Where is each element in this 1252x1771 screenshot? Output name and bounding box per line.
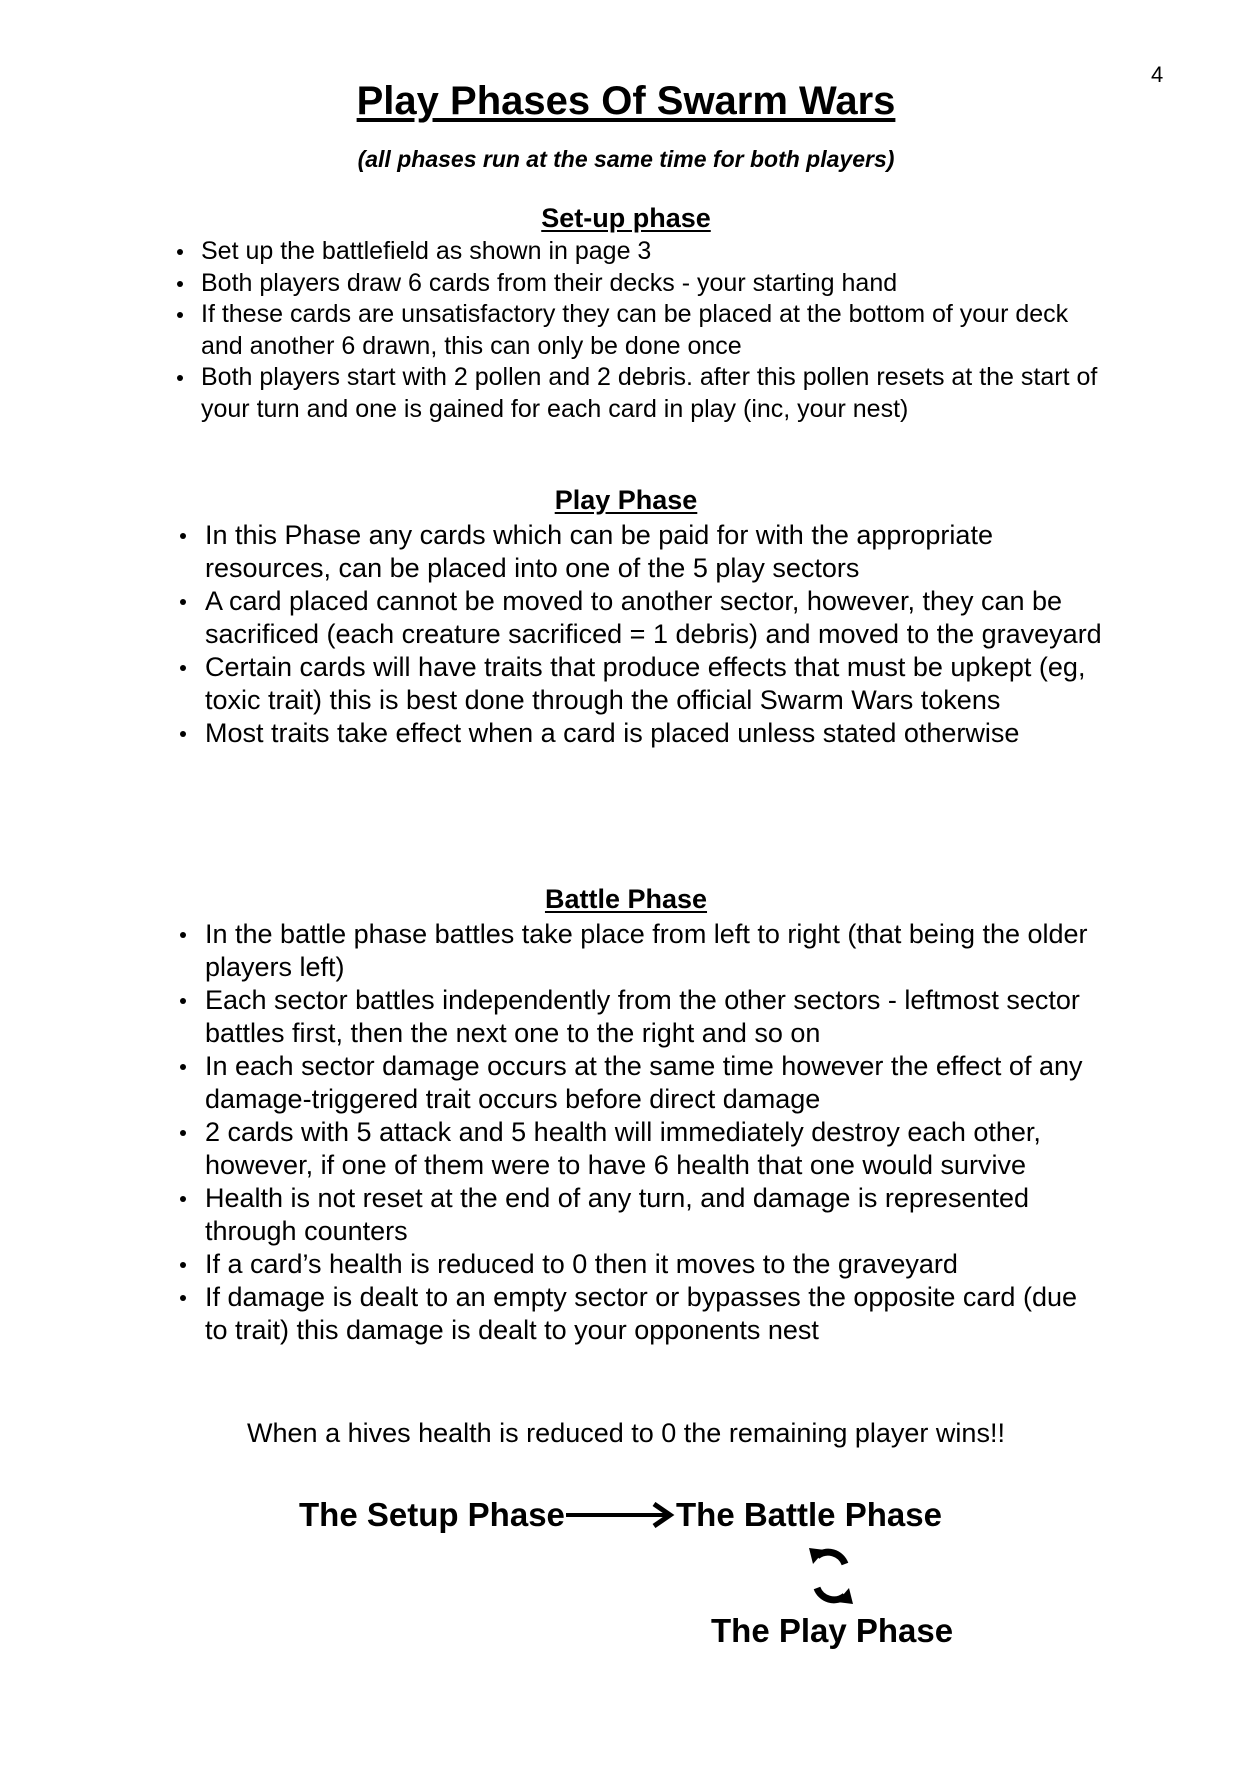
- list-item: In this Phase any cards which can be paid for with the appropriate resources, can be placed into one of the 5 play sectors: [205, 519, 1105, 585]
- battle-phase-heading: Battle Phase: [544, 884, 708, 914]
- right-arrow-icon: [566, 1502, 678, 1528]
- list-item: In each sector damage occurs at the same time however the effect of any damage-triggered trait occurs before direct damage: [205, 1050, 1105, 1116]
- list-item: If a card’s health is reduced to 0 then it moves to the graveyard: [205, 1248, 1105, 1281]
- list-item: Most traits take effect when a card is placed unless stated otherwise: [205, 717, 1105, 750]
- setup-phase-list: [201, 236, 1101, 425]
- win-condition: When a hives health is reduced to 0 the remaining player wins!!: [247, 1418, 1005, 1448]
- play-phase-list: [205, 519, 1105, 750]
- list-item: Both players start with 2 pollen and 2 debris. after this pollen resets at the start of your turn and one is gained for each card in play (inc, your nest): [201, 362, 1101, 425]
- list-item: 2 cards with 5 attack and 5 health will immediately destroy each other, however, if one of them were to have 6 health that one would survive: [205, 1116, 1105, 1182]
- cycle-battle-label: The Battle Phase: [676, 1496, 942, 1533]
- list-item: In the battle phase battles take place from left to right (that being the older players left): [205, 918, 1105, 984]
- page-number: 4: [1151, 62, 1164, 87]
- play-phase-heading: Play Phase: [554, 485, 698, 515]
- list-item: Certain cards will have traits that produce effects that must be upkept (eg, toxic trait) this is best done through the official Swarm Wars tokens: [205, 651, 1105, 717]
- list-item: Both players draw 6 cards from their decks - your starting hand: [201, 268, 1101, 300]
- setup-phase-heading: Set-up phase: [541, 203, 711, 233]
- list-item: A card placed cannot be moved to another sector, however, they can be sacrificed (each creature sacrificed = 1 debris) and moved to the graveyard: [205, 585, 1105, 651]
- list-item: Health is not reset at the end of any turn, and damage is represented through counters: [205, 1182, 1105, 1248]
- list-item: If damage is dealt to an empty sector or bypasses the opposite card (due to trait) this damage is dealt to your opponents nest: [205, 1281, 1105, 1347]
- list-item: Each sector battles independently from the other sectors - leftmost sector battles first, then the next one to the right and so on: [205, 984, 1105, 1050]
- cycle-setup-label: The Setup Phase: [299, 1496, 565, 1533]
- page-title: Play Phases Of Swarm Wars: [356, 79, 896, 123]
- battle-phase-list: [205, 918, 1105, 1347]
- list-item: If these cards are unsatisfactory they can be placed at the bottom of your deck and another 6 drawn, this can only be done once: [201, 299, 1101, 362]
- cycle-arrows-icon: [805, 1544, 857, 1608]
- list-item: Set up the battlefield as shown in page 3: [201, 236, 1101, 268]
- cycle-play-label: The Play Phase: [711, 1612, 954, 1649]
- page-subtitle: (all phases run at the same time for both players): [357, 146, 895, 172]
